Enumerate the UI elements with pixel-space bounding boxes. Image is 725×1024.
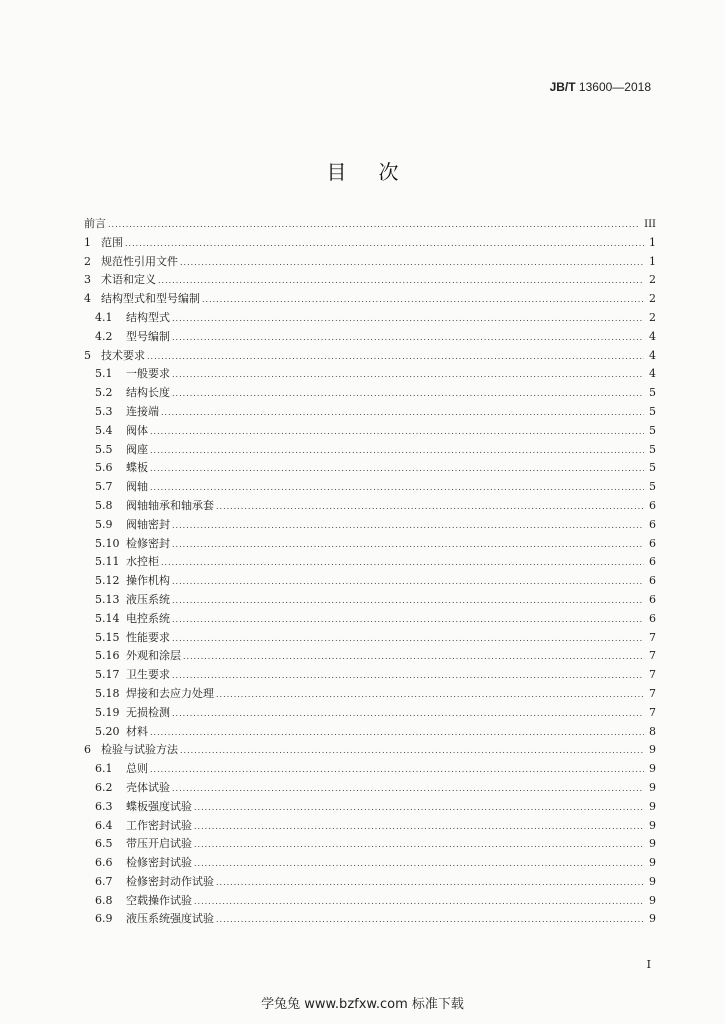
dot-leader bbox=[158, 272, 644, 291]
toc-entry-page: 5 bbox=[649, 404, 656, 418]
toc-entry-title: 水控柜 bbox=[126, 555, 159, 569]
toc-entry-page: 9 bbox=[649, 893, 656, 907]
toc-entry[interactable] bbox=[84, 459, 656, 478]
toc-entry-page: 6 bbox=[649, 517, 656, 531]
toc-entry-title: 空载操作试验 bbox=[126, 893, 192, 907]
toc-entry[interactable] bbox=[84, 685, 656, 704]
toc-entry-number: 5.19 bbox=[95, 705, 120, 719]
toc-entry-title: 检修密封动作试验 bbox=[126, 874, 214, 888]
toc-entry-title: 液压系统 bbox=[126, 592, 170, 606]
toc-entry[interactable] bbox=[84, 347, 656, 366]
dot-leader bbox=[216, 874, 644, 893]
toc-entry[interactable] bbox=[84, 328, 656, 347]
toc-entry[interactable] bbox=[84, 478, 656, 497]
table-of-contents bbox=[84, 215, 656, 929]
toc-entry-page: 7 bbox=[649, 649, 656, 663]
dot-leader bbox=[125, 235, 644, 254]
dot-leader bbox=[108, 216, 638, 235]
toc-entry-page: 8 bbox=[649, 724, 656, 738]
dot-leader bbox=[194, 893, 644, 912]
toc-entry-number: 5.20 bbox=[95, 724, 120, 738]
toc-entry-number: 4.1 bbox=[95, 310, 113, 324]
toc-entry-page: 5 bbox=[649, 423, 656, 437]
toc-entry-title: 检修密封试验 bbox=[126, 856, 192, 870]
toc-entry-title: 检修密封 bbox=[126, 536, 170, 550]
toc-entry[interactable] bbox=[84, 610, 656, 629]
toc-entry-page: 9 bbox=[649, 762, 656, 776]
page-title: 目次 bbox=[326, 160, 431, 184]
toc-entry-number: 5.8 bbox=[95, 498, 113, 512]
toc-entry-number: 5.1 bbox=[95, 367, 113, 381]
toc-entry-page: 5 bbox=[649, 386, 656, 400]
toc-entry-number: 2 bbox=[84, 254, 91, 268]
toc-entry-title: 壳体试验 bbox=[126, 780, 170, 794]
toc-entry-number: 5.6 bbox=[95, 461, 113, 475]
toc-entry-page: 2 bbox=[649, 292, 656, 306]
toc-entry-page: 4 bbox=[649, 348, 656, 362]
dot-leader bbox=[161, 554, 644, 573]
dot-leader bbox=[172, 667, 644, 686]
toc-entry-page: 6 bbox=[649, 555, 656, 569]
toc-entry-title: 前言 bbox=[84, 217, 106, 230]
toc-entry-title: 检验与试验方法 bbox=[101, 743, 178, 757]
toc-entry[interactable] bbox=[84, 572, 656, 591]
dot-leader bbox=[150, 423, 644, 442]
dot-leader bbox=[194, 818, 644, 837]
toc-entry-title: 性能要求 bbox=[126, 630, 170, 644]
dot-leader bbox=[216, 498, 644, 517]
toc-entry-number: 6.2 bbox=[95, 780, 113, 794]
toc-entry-page: 7 bbox=[649, 668, 656, 682]
dot-leader bbox=[216, 911, 644, 930]
dot-leader bbox=[150, 442, 644, 461]
toc-entry-title: 焊接和去应力处理 bbox=[126, 686, 214, 700]
toc-entry-title: 卫生要求 bbox=[126, 668, 170, 682]
toc-entry-title: 技术要求 bbox=[101, 348, 145, 362]
toc-entry[interactable] bbox=[84, 553, 656, 572]
toc-entry-page: 6 bbox=[649, 574, 656, 588]
toc-entry[interactable] bbox=[84, 629, 656, 648]
toc-entry[interactable] bbox=[84, 873, 656, 892]
toc-entry[interactable] bbox=[84, 892, 656, 911]
dot-leader bbox=[172, 573, 644, 592]
toc-entry-title: 带压开启试验 bbox=[126, 837, 192, 851]
toc-entry[interactable] bbox=[84, 779, 656, 798]
toc-entry[interactable] bbox=[84, 384, 656, 403]
toc-entry-number: 5.13 bbox=[95, 592, 120, 606]
toc-entry-number: 6.4 bbox=[95, 818, 113, 832]
toc-entry[interactable] bbox=[84, 666, 656, 685]
standard-number: 13600—2018 bbox=[575, 80, 651, 94]
dot-leader bbox=[172, 705, 644, 724]
toc-entry-page: 9 bbox=[649, 743, 656, 757]
standard-code bbox=[550, 80, 651, 94]
toc-entry-title: 范围 bbox=[101, 235, 123, 249]
toc-entry-title: 阀座 bbox=[126, 442, 148, 456]
toc-entry-page: 9 bbox=[649, 912, 656, 926]
toc-entry-number: 5.17 bbox=[95, 668, 120, 682]
dot-leader bbox=[183, 648, 644, 667]
dot-leader bbox=[161, 404, 644, 423]
toc-entry-number: 5.9 bbox=[95, 517, 113, 531]
toc-entry[interactable] bbox=[84, 290, 656, 309]
toc-entry[interactable] bbox=[84, 497, 656, 516]
toc-entry-number: 6.7 bbox=[95, 874, 113, 888]
toc-entry[interactable] bbox=[84, 215, 656, 234]
toc-entry-number: 5.3 bbox=[95, 404, 113, 418]
toc-entry-number: 5.2 bbox=[95, 386, 113, 400]
toc-entry-page: 7 bbox=[649, 686, 656, 700]
toc-entry-number: 6.6 bbox=[95, 856, 113, 870]
toc-entry-page: 2 bbox=[649, 273, 656, 287]
toc-entry-page: 9 bbox=[649, 856, 656, 870]
toc-entry-title: 无损检测 bbox=[126, 705, 170, 719]
dot-leader bbox=[172, 366, 644, 385]
toc-entry-title: 阀轴轴承和轴承套 bbox=[126, 498, 214, 512]
toc-entry-page: 4 bbox=[649, 329, 656, 343]
toc-entry[interactable] bbox=[84, 403, 656, 422]
toc-entry-page: 2 bbox=[649, 310, 656, 324]
toc-entry-title: 结构型式和型号编制 bbox=[101, 292, 200, 306]
toc-entry[interactable] bbox=[84, 591, 656, 610]
standard-prefix: JB/T bbox=[549, 80, 576, 94]
dot-leader bbox=[194, 836, 644, 855]
page-number: I bbox=[646, 958, 651, 971]
toc-entry[interactable] bbox=[84, 271, 656, 290]
toc-entry-page: 7 bbox=[649, 630, 656, 644]
toc-entry-number: 4 bbox=[84, 292, 91, 306]
dot-leader bbox=[150, 479, 644, 498]
toc-entry-page: 7 bbox=[649, 705, 656, 719]
toc-entry-number: 6.9 bbox=[95, 912, 113, 926]
toc-entry[interactable] bbox=[84, 854, 656, 873]
toc-entry-number: 5.18 bbox=[95, 686, 120, 700]
dot-leader bbox=[172, 385, 644, 404]
toc-entry-number: 5 bbox=[84, 348, 91, 362]
toc-entry-title: 型号编制 bbox=[126, 329, 170, 343]
toc-entry[interactable] bbox=[84, 704, 656, 723]
toc-entry[interactable] bbox=[84, 234, 656, 253]
toc-entry[interactable] bbox=[84, 723, 656, 742]
toc-entry-title: 阀轴密封 bbox=[126, 517, 170, 531]
toc-entry-page: 1 bbox=[649, 235, 656, 249]
toc-entry-page: 5 bbox=[649, 442, 656, 456]
toc-entry-title: 工作密封试验 bbox=[126, 818, 192, 832]
toc-entry-title: 结构长度 bbox=[126, 386, 170, 400]
toc-entry-page: 9 bbox=[649, 837, 656, 851]
toc-entry-number: 5.5 bbox=[95, 442, 113, 456]
toc-entry-page: 6 bbox=[649, 611, 656, 625]
dot-leader bbox=[172, 536, 644, 555]
toc-entry[interactable] bbox=[84, 441, 656, 460]
toc-entry-title: 蝶板强度试验 bbox=[126, 799, 192, 813]
dot-leader bbox=[194, 799, 644, 818]
toc-entry-number: 5.14 bbox=[95, 611, 120, 625]
toc-entry-title: 规范性引用文件 bbox=[101, 254, 178, 268]
toc-entry-page: 5 bbox=[649, 461, 656, 475]
dot-leader bbox=[172, 611, 644, 630]
dot-leader bbox=[150, 724, 644, 743]
dot-leader bbox=[172, 780, 644, 799]
toc-entry-title: 蝶板 bbox=[126, 461, 148, 475]
toc-entry-number: 5.11 bbox=[95, 555, 120, 569]
toc-entry-number: 5.16 bbox=[95, 649, 120, 663]
toc-entry[interactable] bbox=[84, 422, 656, 441]
toc-entry[interactable] bbox=[84, 309, 656, 328]
toc-entry-number: 5.10 bbox=[95, 536, 120, 550]
toc-entry[interactable] bbox=[84, 910, 656, 929]
toc-entry-title: 总则 bbox=[126, 762, 148, 776]
toc-entry-title: 电控系统 bbox=[126, 611, 170, 625]
toc-entry[interactable] bbox=[84, 835, 656, 854]
toc-entry-title: 阀轴 bbox=[126, 480, 148, 494]
toc-entry[interactable] bbox=[84, 535, 656, 554]
toc-entry-page: 9 bbox=[649, 874, 656, 888]
toc-entry-number: 6 bbox=[84, 743, 91, 757]
toc-entry-number: 5.7 bbox=[95, 480, 113, 494]
toc-entry[interactable] bbox=[84, 253, 656, 272]
toc-entry-number: 6.8 bbox=[95, 893, 113, 907]
toc-entry-page: 9 bbox=[649, 799, 656, 813]
dot-leader bbox=[216, 686, 644, 705]
toc-entry-page: 6 bbox=[649, 498, 656, 512]
toc-entry-page: 1 bbox=[649, 254, 656, 268]
toc-entry-title: 阀体 bbox=[126, 423, 148, 437]
dot-leader bbox=[180, 742, 644, 761]
dot-leader bbox=[172, 517, 644, 536]
toc-entry-title: 结构型式 bbox=[126, 310, 170, 324]
dot-leader bbox=[172, 592, 644, 611]
dot-leader bbox=[180, 254, 644, 273]
dot-leader bbox=[194, 855, 644, 874]
toc-entry[interactable] bbox=[84, 365, 656, 384]
toc-entry-page: 9 bbox=[649, 818, 656, 832]
toc-entry-number: 6.3 bbox=[95, 799, 113, 813]
toc-entry-number: 6.5 bbox=[95, 837, 113, 851]
toc-entry-page: 4 bbox=[649, 367, 656, 381]
toc-entry-number: 1 bbox=[84, 235, 91, 249]
dot-leader bbox=[150, 761, 644, 780]
dot-leader bbox=[202, 291, 644, 310]
toc-entry-number: 5.12 bbox=[95, 574, 120, 588]
toc-entry-page: 6 bbox=[649, 536, 656, 550]
toc-entry-page: 6 bbox=[649, 592, 656, 606]
toc-entry-number: 6.1 bbox=[95, 762, 113, 776]
toc-entry-number: 5.4 bbox=[95, 423, 113, 437]
toc-entry-page: 9 bbox=[649, 780, 656, 794]
toc-entry[interactable] bbox=[84, 760, 656, 779]
toc-entry[interactable] bbox=[84, 798, 656, 817]
toc-entry[interactable] bbox=[84, 741, 656, 760]
dot-leader bbox=[147, 348, 644, 367]
toc-entry-title: 外观和涂层 bbox=[126, 649, 181, 663]
toc-entry-title: 操作机构 bbox=[126, 574, 170, 588]
toc-entry-title: 一般要求 bbox=[126, 367, 170, 381]
dot-leader bbox=[172, 630, 644, 649]
toc-entry-title: 材料 bbox=[126, 724, 148, 738]
toc-entry[interactable] bbox=[84, 647, 656, 666]
toc-entry-page: III bbox=[644, 219, 656, 230]
toc-entry[interactable] bbox=[84, 817, 656, 836]
dot-leader bbox=[172, 329, 644, 348]
dot-leader bbox=[150, 460, 644, 479]
footer-watermark: 学兔兔 www.bzfxw.com 标准下载 bbox=[261, 997, 464, 1012]
toc-entry-page: 5 bbox=[649, 480, 656, 494]
toc-entry-number: 4.2 bbox=[95, 329, 113, 343]
toc-entry-number: 5.15 bbox=[95, 630, 120, 644]
dot-leader bbox=[172, 310, 644, 329]
toc-entry-title: 连接端 bbox=[126, 404, 159, 418]
toc-entry-title: 术语和定义 bbox=[101, 273, 156, 287]
toc-entry-number: 3 bbox=[84, 273, 91, 287]
toc-entry[interactable] bbox=[84, 516, 656, 535]
toc-entry-title: 液压系统强度试验 bbox=[126, 912, 214, 926]
